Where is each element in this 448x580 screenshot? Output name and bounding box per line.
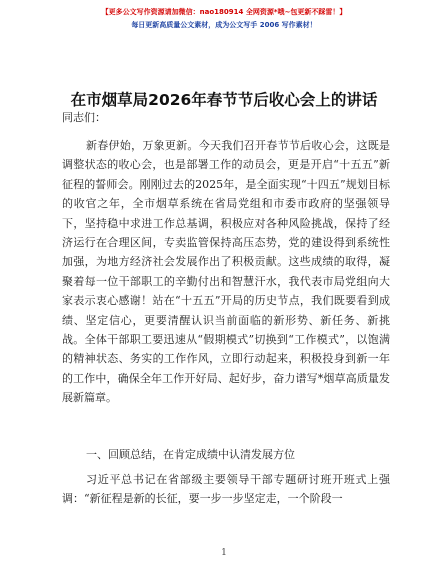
paragraph-1: 新春伊始，万象更新。今天我们召开春节节后收心会，这既是调整状态的收心会，也是部署工作的动员会，更是开启“十五五”新征程的誓师会。刚刚过去的2025年，是全面实现“十四五”规划目标的收官之年，全市烟草系统在省局党组和市委市政府的坚强领导下，坚持稳中求进工作总基调，积极应对各种风险挑战，保持了经济运行在合理区间，专卖监管保持高压态势，党的建设得到系统性加强，为地方经济社会发展作出了积极贡献。这些成绩的取得，凝聚着每一位干部职工的辛勤付出和智慧汗水，我代表市局党组向大家表示衷心感谢！站在“十五五”开局的历史节点，我们既要看到成绩、坚定信心，更要清醒认识当前面临的新形势、新任务、新挑战。全体干部职工要迅速从“假期模式”切换到“工作模式”，以饱满的精神状态、务实的工作作风，立即行动起来，积极投身到新一年的工作中，确保全年工作开好局、起好步，奋力谱写*烟草高质量发展新篇章。 (62, 139, 390, 405)
section-heading: 一、回顾总结，在肯定成绩中认清发展方位 (86, 448, 295, 461)
promo-line-1: 【更多公文写作资源请加微信：nao180914 全网资源*哦~包更新不踩雷！】 (101, 8, 347, 16)
document-title: 在市烟草局2026年春节节后收心会上的讲话 (70, 91, 378, 109)
salutation: 同志们： (62, 111, 106, 124)
promo-banner (0, 6, 448, 32)
page-number: 1 (221, 548, 227, 558)
paragraph-2: 习近平总书记在省部级主要领导干部专题研讨班开班式上强调：“新征程是新的长征，要一步一步坚定走，一个阶段一 (62, 473, 390, 506)
promo-line-2: 每日更新高质量公文素材，成为公文写手 2006 写作素材！ (131, 21, 317, 29)
